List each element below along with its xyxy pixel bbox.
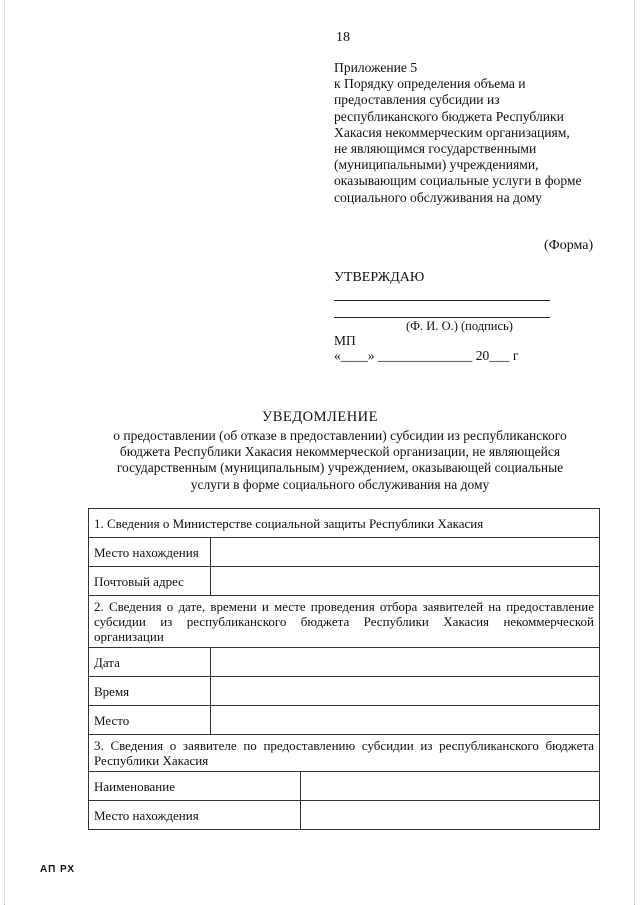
- appendix-line: (муниципальными) учреждениями,: [334, 157, 539, 173]
- row-value-place: [211, 706, 600, 735]
- row-label-location: Место нахождения: [89, 538, 211, 567]
- notice-table: [88, 508, 600, 830]
- appendix-block: [334, 60, 614, 206]
- stamp-place-label: МП: [334, 333, 356, 348]
- fio-caption: (Ф. И. О.) (подпись): [406, 319, 513, 333]
- section1-header: 1. Сведения о Министерстве социальной защиты Республики Хакасия: [89, 509, 600, 538]
- row-label-name: Наименование: [89, 772, 301, 801]
- appendix-line: к Порядку определения объема и: [334, 76, 526, 92]
- section3-header: 3. Сведения о заявителе по предоставлению субсидии из республиканского бюджета Республики Хакасия: [89, 735, 600, 772]
- row-value-name: [301, 772, 600, 801]
- appendix-line: не являющимся государственными: [334, 141, 537, 157]
- date-line: «____» ______________ 20___ г: [334, 348, 519, 363]
- approve-title: УТВЕРЖДАЮ: [334, 270, 425, 285]
- subtitle-line: государственным (муниципальным) учреждением, оказывающей социальные: [116, 460, 564, 476]
- row-value-applicant-location: [301, 801, 600, 830]
- section2-header: 2. Сведения о дате, времени и месте проведения отбора заявителей на предоставление субсидии из республиканского бюджета Республики Хакасия некоммерческой организации: [89, 596, 600, 648]
- notice-title: УВЕДОМЛЕНИЕ: [261, 409, 379, 425]
- row-label-time: Время: [89, 677, 211, 706]
- row-value-time: [211, 677, 600, 706]
- appendix-line: социального обслуживания на дому: [334, 189, 542, 205]
- row-value-date: [211, 648, 600, 677]
- row-label-applicant-location: Место нахождения: [89, 801, 301, 830]
- row-label-date: Дата: [89, 648, 211, 677]
- appendix-line: оказывающим социальные услуги в форме: [334, 173, 582, 189]
- row-value-postal-address: [211, 567, 600, 596]
- subtitle-line: услуги в форме социального обслуживания на дому: [190, 476, 490, 492]
- row-label-place: Место: [89, 706, 211, 735]
- row-label-postal-address: Почтовый адрес: [89, 567, 211, 596]
- appendix-line: предоставления субсидии из: [334, 92, 500, 108]
- subtitle-line: о предоставлении (об отказе в предоставлении) субсидии из республиканского: [113, 428, 567, 443]
- archive-stamp: АП РХ: [40, 864, 76, 875]
- signature-line: [334, 300, 550, 301]
- page-number: 18: [336, 30, 350, 45]
- appendix-line: Хакасия некоммерческим организациям,: [334, 124, 570, 140]
- notice-subtitle: [90, 428, 590, 493]
- form-label: (Форма): [544, 238, 594, 253]
- subtitle-line: бюджета Республики Хакасия некоммерческой организации, не являющейся: [119, 444, 561, 460]
- signature-line: [334, 317, 550, 318]
- scan-edge-right: [634, 0, 635, 905]
- row-value-location: [211, 538, 600, 567]
- appendix-line: Приложение 5: [334, 60, 418, 75]
- scan-edge-left: [4, 0, 5, 905]
- appendix-line: республиканского бюджета Республики: [334, 108, 564, 124]
